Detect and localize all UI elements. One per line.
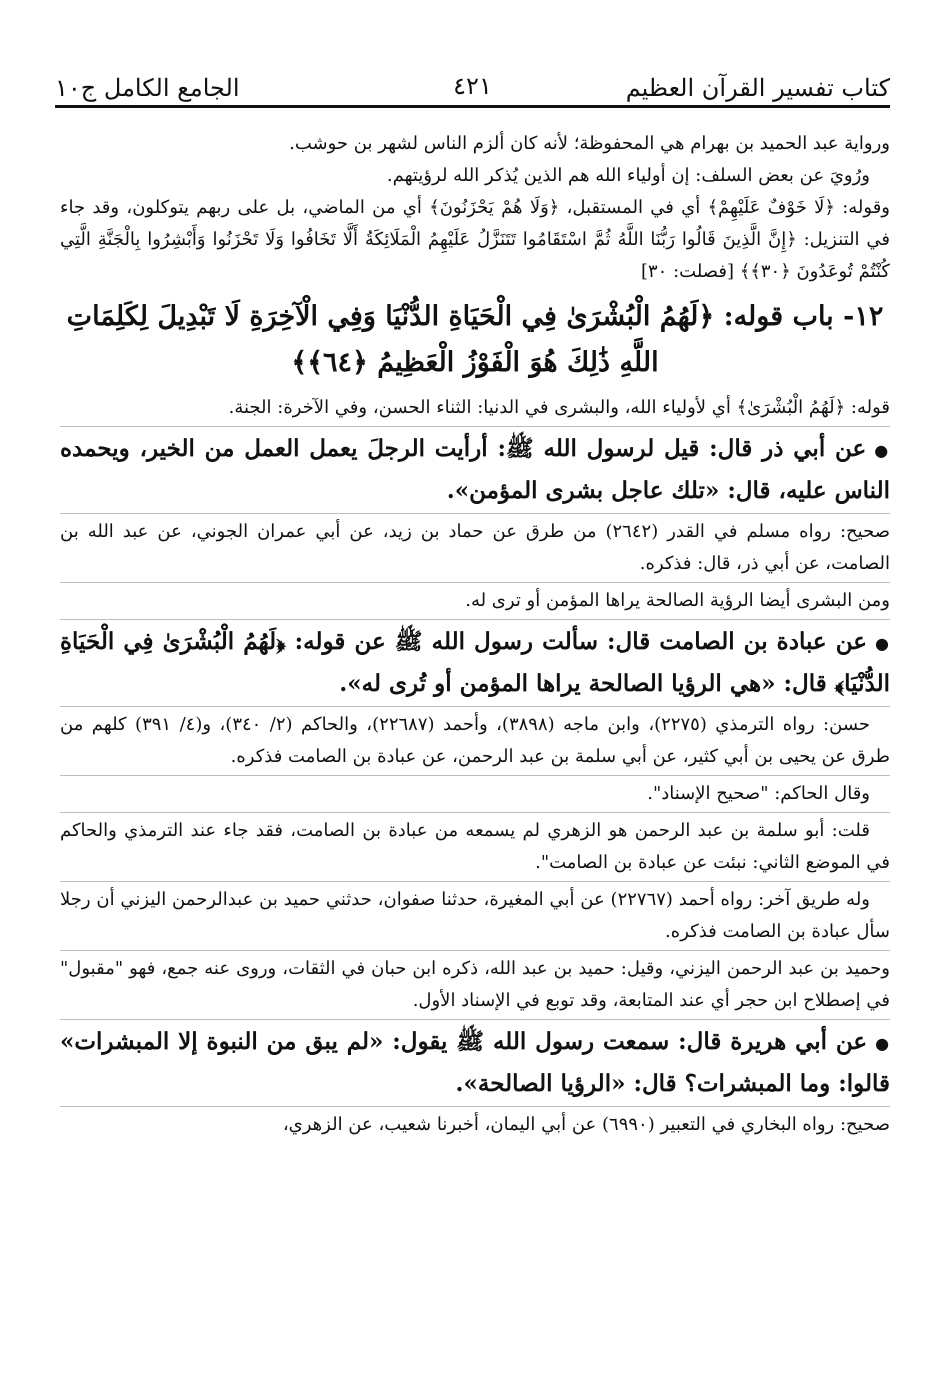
hadith-body: عن أبي ذر قال: قيل لرسول الله ﷺ: أرأيت الرجلَ يعمل العمل من الخير، ويحمده الناس عليه، قال: «تلك عاجل بشرى المؤمن». xyxy=(60,435,890,504)
paragraph: وقوله: ﴿لَا خَوْفٌ عَلَيْهِمْ﴾ أي في المستقبل، ﴿وَلَا هُمْ يَحْزَنُونَ﴾ أي من الماضي، بل على ربهم يتوكلون، وقد جاء في التنزيل: ﴿إِنَّ الَّذِينَ قَالُوا رَبُّنَا اللَّهُ ثُمَّ اسْتَقَامُوا تَتَنَزَّلُ عَلَيْهِمُ الْمَلَائِكَةُ أَلَّا تَخَافُوا وَلَا تَحْزَنُوا وَأَبْشِرُوا بِالْجَنَّةِ الَّتِي كُنْتُمْ تُوعَدُونَ ﴿٣٠﴾﴾ [فصلت: ٣٠] xyxy=(60,197,890,282)
paragraph: ومن البشرى أيضا الرؤية الصالحة يراها المؤمن أو ترى له. xyxy=(465,590,890,611)
page-header xyxy=(55,58,890,108)
volume-title: الجامع الكامل ج١٠ xyxy=(55,74,240,102)
paragraph: وحميد بن عبد الرحمن اليزني، وقيل: حميد بن عبد الله، ذكره ابن حبان في الثقات، وروى عنه جمع، فهو "مقبول" في إصطلاح ابن حجر أي عند المتابعة، وقد توبع في الإسناد الأول. xyxy=(60,958,890,1011)
hadith-body: عن أبي هريرة قال: سمعت رسول الله ﷺ يقول: «لم يبق من النبوة إلا المبشرات» قالوا: وما المبشرات؟ قال: «الرؤيا الصالحة». xyxy=(60,1028,890,1097)
separator-line xyxy=(60,426,890,427)
paragraph: ورواية عبد الحميد بن بهرام هي المحفوظة؛ لأنه كان ألزم الناس لشهر بن حوشب. xyxy=(289,133,890,154)
paragraph: قلت: أبو سلمة بن عبد الرحمن هو الزهري لم يسمعه من عبادة بن الصامت، فقد جاء عند الترمذي والحاكم في الموضع الثاني: نبئت عن عبادة بن الصامت". xyxy=(60,820,890,873)
separator-line xyxy=(60,1019,890,1020)
paragraph: وقال الحاكم: "صحيح الإسناد". xyxy=(647,783,870,804)
citation: صحيح: رواه البخاري في التعبير (٦٩٩٠) عن أبي اليمان، أخبرنا شعيب، عن الزهري، xyxy=(282,1114,890,1135)
page-number: ٤٢١ xyxy=(453,72,492,100)
separator-line xyxy=(60,706,890,707)
citation: صحيح: رواه مسلم في القدر (٢٦٤٢) من طرق عن حماد بن زيد، عن أبي عمران الجوني، عن عبد الله بن الصامت، عن أبي ذر، قال: فذكره. xyxy=(60,521,890,574)
hadith-text xyxy=(60,622,890,704)
separator-line xyxy=(60,812,890,813)
separator-line xyxy=(60,775,890,776)
bullet-icon: ● xyxy=(874,441,890,460)
separator-line xyxy=(60,619,890,620)
citation: حسن: رواه الترمذي (٢٢٧٥)، وابن ماجه (٣٨٩٨)، وأحمد (٢٢٦٨٧)، والحاكم (٢/ ٣٤٠)، و(٤/ ٣٩١) كلهم من طرق عن يحيى بن أبي كثير، عن أبي سلمة بن عبد الرحمن، عن عبادة بن الصامت فذكره. xyxy=(60,714,890,767)
page-content xyxy=(60,128,890,1141)
separator-line xyxy=(60,513,890,514)
bullet-icon: ● xyxy=(874,634,891,653)
section-heading: ١٢- باب قوله: ﴿لَهُمُ الْبُشْرَىٰ فِي الْحَيَاةِ الدُّنْيَا وَفِي الْآخِرَةِ لَا تَبْدِيلَ لِكَلِمَاتِ اللَّهِ ذَٰلِكَ هُوَ الْفَوْزُ الْعَظِيمُ ﴿٦٤﴾﴾ xyxy=(66,301,884,378)
header-rule xyxy=(55,105,890,108)
separator-line xyxy=(60,881,890,882)
paragraph: قوله: ﴿لَهُمُ الْبُشْرَىٰ﴾ أي لأولياء الله، والبشرى في الدنيا: الثناء الحسن، وفي الآخرة: الجنة. xyxy=(228,397,890,418)
separator-line xyxy=(60,1106,890,1107)
hadith-text xyxy=(60,429,890,511)
paragraph: ورُويَ عن بعض السلف: إن أولياء الله هم الذين يُذكر الله لرؤيتهم. xyxy=(386,165,870,186)
bullet-icon: ● xyxy=(875,1034,890,1053)
hadith-text xyxy=(60,1022,890,1104)
hadith-body: عن عبادة بن الصامت قال: سألت رسول الله ﷺ عن قوله: ﴿لَهُمُ الْبُشْرَىٰ فِي الْحَيَاةِ الدُّنْيَا﴾ قال: «هي الرؤيا الصالحة يراها المؤمن أو تُرى له». xyxy=(60,628,890,697)
separator-line xyxy=(60,950,890,951)
separator-line xyxy=(60,582,890,583)
book-title: كتاب تفسير القرآن العظيم xyxy=(625,74,890,102)
paragraph: وله طريق آخر: رواه أحمد (٢٢٧٦٧) عن أبي المغيرة، حدثنا صفوان، حدثني حميد بن عبدالرحمن اليزني أن رجلا سأل عبادة بن الصامت فذكره. xyxy=(60,889,890,942)
